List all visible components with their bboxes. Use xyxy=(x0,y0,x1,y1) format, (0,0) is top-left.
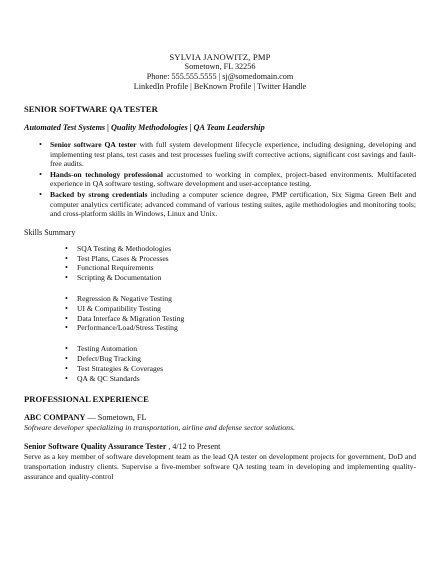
company-name: ABC COMPANY xyxy=(24,413,86,423)
summary-item-text: with full system development lifecycle experience, including designing, developing and implementing test plans, test cases and test processes fueling swift corrective actions, significant cost savings and fault-free audits. xyxy=(50,140,416,169)
summary-item xyxy=(50,190,416,219)
skills-heading: Skills Summary xyxy=(24,227,76,237)
experience-title: PROFESSIONAL EXPERIENCE xyxy=(24,394,149,405)
skill-item: • Performance/Load/Stress Testing xyxy=(77,323,416,333)
summary-item-text: including a computer science degree, PMP certification, Six Sigma Green Belt and computer analytics certificate; advanced command of various testing suites, agile methodologies and monitoring tools; and cross-platform skills in Windows, Linux and Unix. xyxy=(50,189,416,219)
candidate-links: LinkedIn Profile | BeKnown Profile | Twitter Handle xyxy=(133,82,307,91)
summary-item-text: accustomed to working in complex, project-based environments. Multifaceted experience in QA software testing, software development and user-acceptance testing. xyxy=(50,169,416,189)
skills-group xyxy=(24,244,416,283)
job-dates: , 4/12 to Present xyxy=(166,442,221,452)
skill-item: • Testing Automation xyxy=(77,344,416,354)
summary-list xyxy=(24,140,416,219)
company-description: Software developer specializing in transportation, airline and defense sector solutions. xyxy=(24,423,296,433)
skill-item: • Data Interface & Migration Testing xyxy=(77,314,416,324)
skill-item: • UI & Compatibility Testing xyxy=(77,304,416,314)
skill-item: • QA & QC Standards xyxy=(77,374,416,384)
skill-item: • Regression & Negative Testing xyxy=(77,294,416,304)
company-line xyxy=(24,413,416,422)
skill-item: • Test Plans, Cases & Processes xyxy=(77,254,416,264)
skill-item: • Functional Requirements xyxy=(77,263,416,273)
skill-item: • SQA Testing & Methodologies xyxy=(77,244,416,254)
candidate-city: Sometown, FL 32256 xyxy=(184,62,256,71)
job-title: Senior Software Quality Assurance Tester xyxy=(24,442,167,452)
summary-title: SENIOR SOFTWARE QA TESTER xyxy=(24,104,158,114)
resume-header xyxy=(24,0,416,92)
job-description: Serve as a key member of software development team as the lead QA tester on development projects for government, DoD and transportation industry clients. Supervise a five-member software QA testing team in developing and implementing quality-assurance and quality-control xyxy=(24,452,416,481)
skills-group xyxy=(24,344,416,383)
candidate-name: SYLVIA JANOWITZ, PMP xyxy=(169,52,271,62)
company-location: — Sometown, FL xyxy=(85,413,147,423)
summary-item-lead: Senior software QA tester xyxy=(50,140,137,149)
candidate-contact: Phone: 555.555.5555 | sj@somedomain.com xyxy=(146,72,294,81)
skill-item: • Scripting & Documentation xyxy=(77,273,416,283)
skill-item: • Defect/Bug Tracking xyxy=(77,354,416,364)
job-line xyxy=(24,442,416,451)
summary-tagline: Automated Test Systems | Quality Methodologies | QA Team Leadership xyxy=(24,123,265,132)
skill-item: • Test Strategies & Coverages xyxy=(77,364,416,374)
summary-item xyxy=(50,170,416,189)
summary-item xyxy=(50,140,416,169)
summary-item-lead: Backed by strong credentials xyxy=(50,189,148,199)
skills-group xyxy=(24,294,416,333)
summary-item-lead: Hands-on technology professional xyxy=(50,169,164,179)
